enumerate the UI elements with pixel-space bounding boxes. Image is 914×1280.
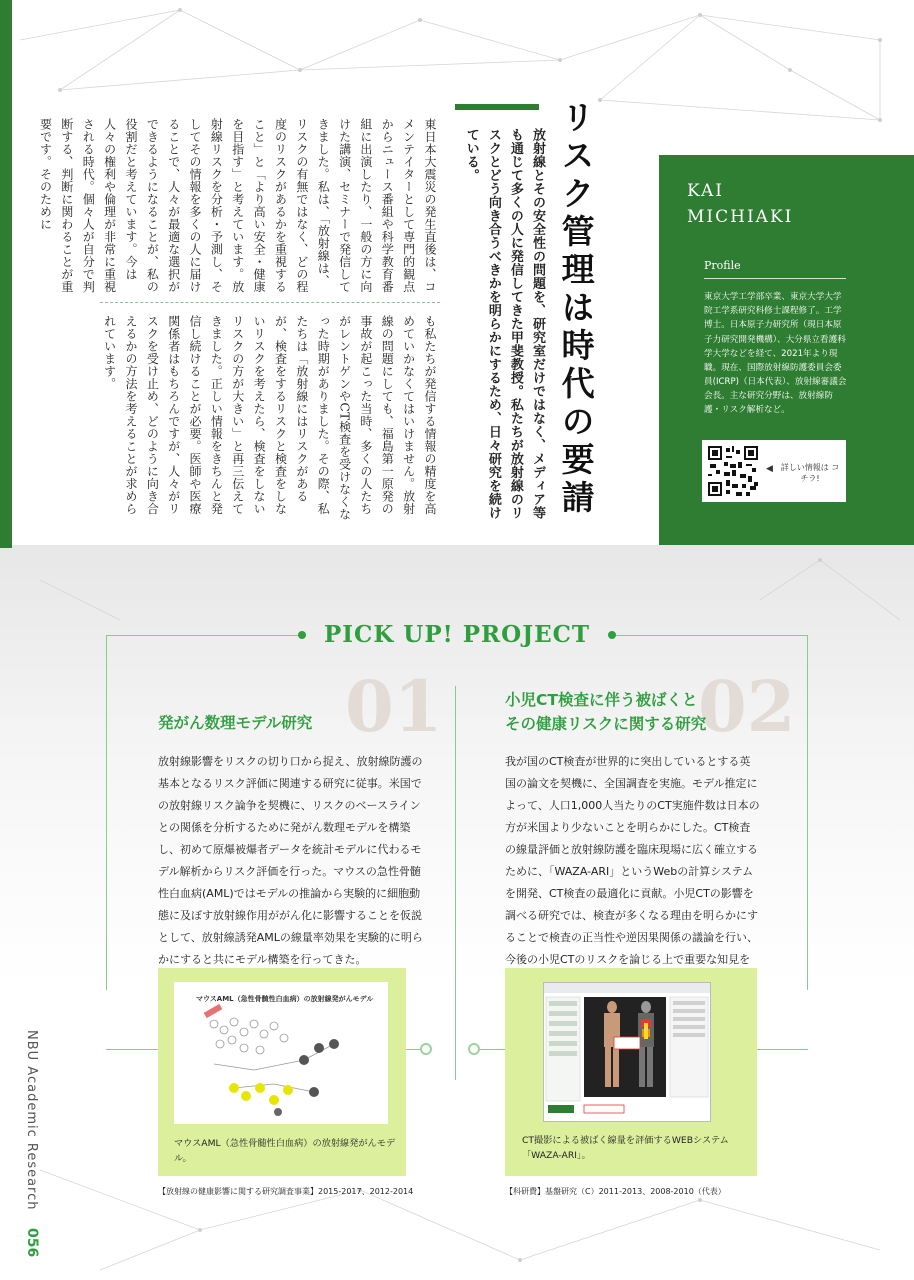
frame-center-divider — [455, 686, 456, 1080]
article-body-upper: 東日本大震災の発生直後は、コメンテイターとして専門的観点からニュース番組や科学教育番組に出演したり、一般の方に向けた講演、セミナーで発信してきました。私は、「放射線は、リスクの有無ではなく、どの程度のリスクがあるかを重視すること」と「より高い安全・健康を目指す」と考えています。放射線リスクを分析・予測し、そしてその情報を多くの人に届けることで、人々が最適な選択ができるようになることが、私の役割だと考えています。今は人々の権利や倫理が非常に重視される時代。個々人が自分で判断する、判断に関わることが重要です。そのために — [38, 118, 437, 293]
left-green-strip — [0, 0, 12, 548]
frame-node-right — [468, 1043, 480, 1055]
project-02-screenshot — [543, 982, 711, 1122]
project-01-funding: 【放射線の健康影響に関する研究調査事業】2015-2017、2012-2014 — [158, 1187, 414, 1196]
frame-left-vertical — [106, 635, 107, 990]
project-01-number: 01 — [345, 665, 443, 748]
title-dot-right — [608, 631, 616, 639]
profile-name-first: KAI — [687, 181, 725, 201]
series-label: NBU Academic Research — [24, 1030, 39, 1211]
project-01-figure — [174, 982, 388, 1124]
pickup-title: PICK UP! PROJECT — [323, 621, 591, 648]
project-02-caption-line1: CT撮影による被ばく線量を評価するWEBシステム — [522, 1135, 729, 1146]
article-body-lower: も私たちが発信する情報の精度を高めていかなくてはいけません。放射線の問題にしても、福島第一原発の事故が起こった当時、多くの人たちがレントゲンやCT検査を受けなくなった時期がありました。その際、私たちは「放射線にはリスクがあるが、検査をするリスクと検査をしないリスクを考えたら、検査をしないリスクの方が大きい」と再三伝えてきました。正しい情報をきちんと発信し続けることが必要。医師や医療関係者はもちろんですが、人々がリスクを受け止め、どのように向き合えるかの方法を考えることが求められています。 — [102, 315, 437, 521]
article-divider — [100, 302, 440, 303]
lead-accent-bar — [455, 104, 539, 110]
profile-name-last: MICHIAKI — [687, 207, 794, 228]
profile-text: 東京大学工学部卒業、東京大学大学院工学系研究科修士課程修了。工学博士。日本原子力研究所（現日本原子力研究開発機構）、大分県立看護科学大学などを経て、2021年より現職。現在、国際放射線防護委員会委員(ICRP)（日本代表）、放射線審議会会長。主な研究分野は、放射線防護・リスク解析など。 — [704, 292, 847, 416]
project-02-caption-line2: 「WAZA-ARI」。 — [522, 1149, 591, 1161]
title-line-right — [612, 635, 808, 636]
figure-01-title: マウスAML（急性骨髄性白血病）の放射線発がんモデル — [196, 995, 374, 1003]
project-02-funding: 【科研費】基盤研究（C）2011-2013、2008-2010（代表） — [505, 1187, 726, 1196]
project-02-title-line2: その健康リスクに関する研究 — [505, 715, 707, 734]
project-01-caption: マウスAML（急性骨髄性白血病）の放射線発がんモデル。 — [174, 1138, 396, 1164]
frame-right-vertical — [807, 635, 808, 990]
qr-arrow-icon: ◀ — [766, 464, 773, 474]
profile-rule — [704, 278, 846, 279]
project-02-title-line1: 小児CT検査に伴う被ばくと — [505, 691, 698, 709]
project-02-body: 我が国のCT検査が世界的に突出しているとする英国の論文を契機に、全国調査を実施。モデル推定によって、人口1,000人当たりのCT実施件数は日本の方が米国より少ないことを明らかにした。CT検査の線量評価と放射線防護を臨床現場に広く確立するために、「WAZA-ARI」というWebの計算システムを開発、CT検査の最適化に貢献。小児CTの影響を調べる研究では、検査が多くなる理由を明らかにすることで検査の正当性や逆因果関係の議論を行い、今後の小児CTのリスクを論じる上で重要な知見を — [505, 755, 760, 966]
article-headline: リスク管理は時代の要請 — [556, 100, 596, 518]
project-01-title: 発がん数理モデル研究 — [158, 714, 313, 732]
qr-code-icon[interactable] — [708, 446, 758, 496]
profile-name — [687, 178, 793, 231]
qr-caption[interactable]: 詳しい情報は コチラ! — [780, 463, 840, 484]
waza-ari-screenshot — [544, 983, 710, 1121]
title-line-left — [106, 635, 302, 636]
project-02-title — [505, 688, 775, 736]
profile-label: Profile — [704, 259, 741, 272]
title-dot-left — [298, 631, 306, 639]
project-01-body: 放射線影響をリスクの切り口から捉え、放射線防護の基本となるリスク評価に関連する研究に従事。米国での放射線リスク論争を契機に、リスクのベースラインとの関係を分析するために発がん数理モデルを構築し、初めて原爆被爆者データを統計モデルに代わるモデル解析からリスク評価を行った。マウスの急性骨髄性白血病(AML)ではモデルの推論から実験的に細胞動態に及ぼす放射線作用ががん化に影響することを仮説として、放射線誘発AMLの線量率効果を実験的に明らかにすると共にモデル構築を行ってきた。 — [158, 755, 423, 966]
frame-node-left — [420, 1043, 432, 1055]
aml-model-diagram — [174, 1004, 388, 1124]
project-02-caption — [522, 1134, 752, 1163]
project-02-number: 02 — [698, 665, 796, 748]
article-lead: 放射線とその安全性の問題を、研究室だけではなく、メディア等も通じて多くの人に発信してきた甲斐教授。私たちが放射線のリスクとどう向き合うべきかを明らかにするため、日々研究を続けている。 — [463, 128, 545, 520]
page-number: 056 — [24, 1228, 40, 1258]
